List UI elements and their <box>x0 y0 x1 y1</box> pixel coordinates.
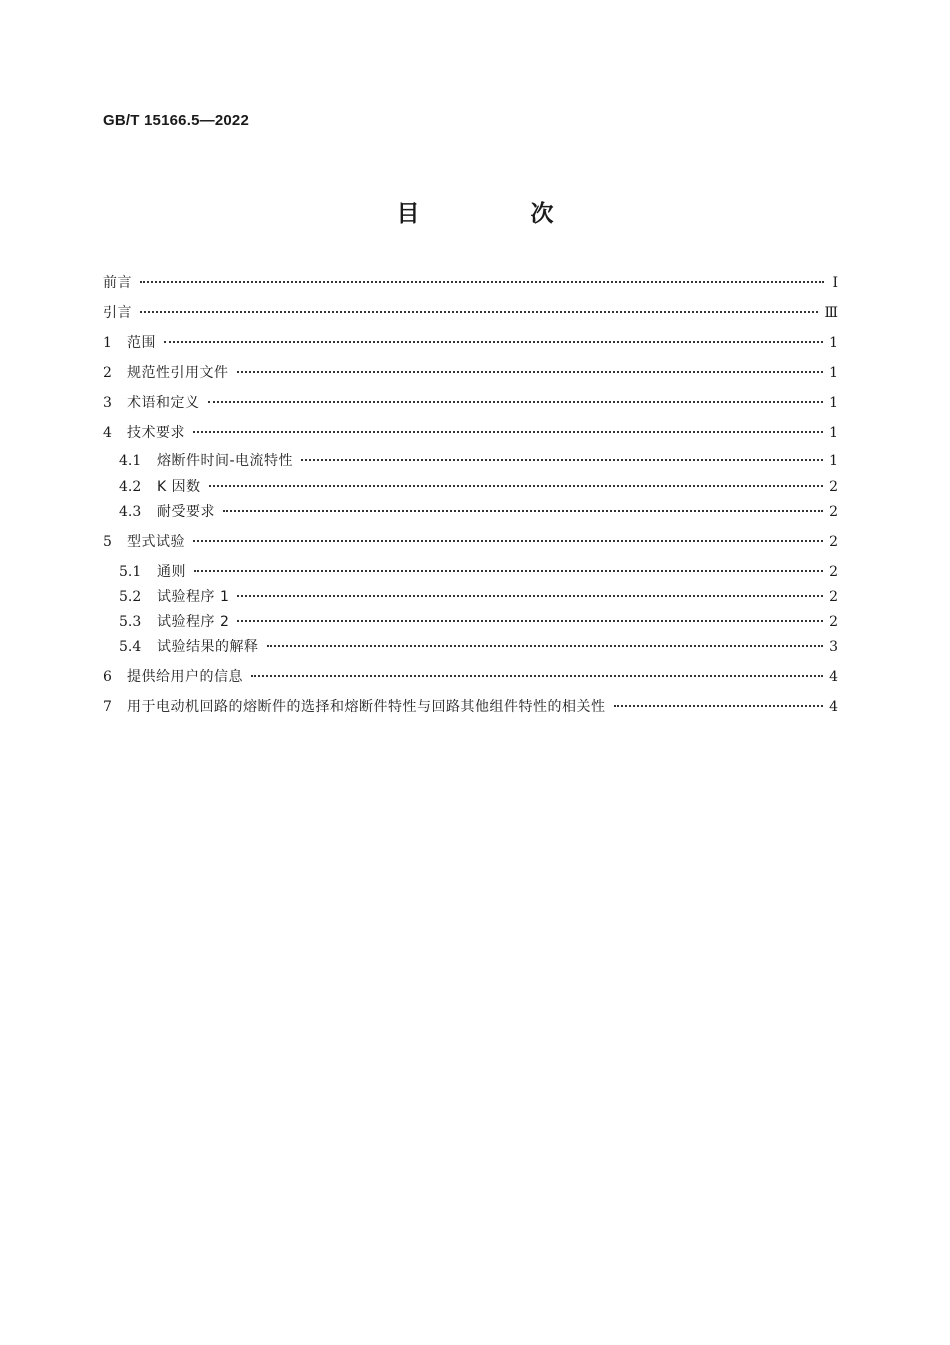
toc-entry-label: 试验程序 1 <box>157 589 230 605</box>
toc-page-number: 2 <box>829 589 838 605</box>
toc-entry-label: 范围 <box>127 335 156 351</box>
toc-entry-5[interactable] <box>103 531 838 553</box>
toc-entry-5-4[interactable] <box>119 636 838 658</box>
toc-entry-number: 4.2 <box>119 479 142 495</box>
toc-entry-label: 试验结果的解释 <box>157 639 259 655</box>
toc-entry-introduction[interactable] <box>103 302 838 324</box>
toc-entry-5-1[interactable] <box>119 561 838 583</box>
leader-dots <box>223 510 823 512</box>
toc-entry-4-3[interactable] <box>119 501 838 523</box>
toc-page-number: 2 <box>829 504 838 520</box>
toc-entry-number: 6 <box>103 669 112 685</box>
toc-entry-label: 耐受要求 <box>157 504 215 520</box>
toc-page-number: 4 <box>829 669 838 685</box>
toc-entry-7[interactable] <box>103 696 838 718</box>
toc-entry-label: 熔断件时间-电流特性 <box>157 453 294 469</box>
toc-page-number: Ⅰ <box>832 275 838 291</box>
toc-entry-foreword[interactable] <box>103 272 838 294</box>
toc-entry-label: 用于电动机回路的熔断件的选择和熔断件特性与回路其他组件特性的相关性 <box>127 699 606 715</box>
toc-page-number: 4 <box>829 699 838 715</box>
toc-entry-label: 提供给用户的信息 <box>127 669 243 685</box>
leader-dots <box>237 620 823 622</box>
toc-entry-number: 5.4 <box>119 639 142 655</box>
toc-entry-label: K 因数 <box>157 479 201 495</box>
toc-entry-number: 5 <box>103 534 112 550</box>
toc-entry-label: 引言 <box>103 305 132 321</box>
toc-entry-label: 试验程序 2 <box>157 614 230 630</box>
toc-entry-number: 7 <box>103 699 112 715</box>
toc-entry-label: 通则 <box>157 564 186 580</box>
toc-entry-number: 4 <box>103 425 112 441</box>
toc-entry-2[interactable] <box>103 362 838 384</box>
toc-page-number: 2 <box>829 564 838 580</box>
toc-entry-label: 型式试验 <box>127 534 185 550</box>
leader-dots <box>237 595 823 597</box>
leader-dots <box>164 341 823 343</box>
leader-dots <box>194 570 823 572</box>
toc-entry-number: 1 <box>103 335 112 351</box>
leader-dots <box>193 431 823 433</box>
toc-entry-label: 技术要求 <box>127 425 185 441</box>
leader-dots <box>209 485 823 487</box>
toc-entry-5-2[interactable] <box>119 586 838 608</box>
standard-code: GB/T 15166.5—2022 <box>103 112 249 129</box>
toc-page-number: Ⅲ <box>824 305 838 321</box>
toc-entry-label: 术语和定义 <box>127 395 200 411</box>
toc-entry-number: 2 <box>103 365 112 381</box>
leader-dots <box>301 459 823 461</box>
toc-entry-number: 4.3 <box>119 504 142 520</box>
page-title: 目 次 <box>396 201 598 227</box>
leader-dots <box>267 645 824 647</box>
toc-entry-5-3[interactable] <box>119 611 838 633</box>
toc-page-number: 1 <box>829 365 838 381</box>
toc-page-number: 1 <box>829 335 838 351</box>
toc-entry-number: 5.3 <box>119 614 142 630</box>
leader-dots <box>251 675 823 677</box>
toc-entry-number: 4.1 <box>119 453 142 469</box>
toc-page-number: 2 <box>829 614 838 630</box>
toc-page-number: 2 <box>829 534 838 550</box>
leader-dots <box>140 281 824 283</box>
leader-dots <box>614 705 824 707</box>
toc-entry-4-1[interactable] <box>119 450 838 472</box>
toc-entry-1[interactable] <box>103 332 838 354</box>
leader-dots <box>140 311 818 313</box>
toc-entry-4-2[interactable] <box>119 476 838 498</box>
toc-entry-6[interactable] <box>103 666 838 688</box>
leader-dots <box>208 401 824 403</box>
toc-page-number: 3 <box>829 639 838 655</box>
toc-entry-4[interactable] <box>103 422 838 444</box>
toc-entry-label: 规范性引用文件 <box>127 365 229 381</box>
toc-entry-number: 5.2 <box>119 589 142 605</box>
toc-entry-label: 前言 <box>103 275 132 291</box>
toc-page-number: 1 <box>829 395 838 411</box>
toc-page-number: 2 <box>829 479 838 495</box>
toc-page-number: 1 <box>829 453 838 469</box>
leader-dots <box>193 540 823 542</box>
toc-page-number: 1 <box>829 425 838 441</box>
leader-dots <box>237 371 824 373</box>
toc-entry-3[interactable] <box>103 392 838 414</box>
toc-entry-number: 3 <box>103 395 112 411</box>
toc-entry-number: 5.1 <box>119 564 142 580</box>
